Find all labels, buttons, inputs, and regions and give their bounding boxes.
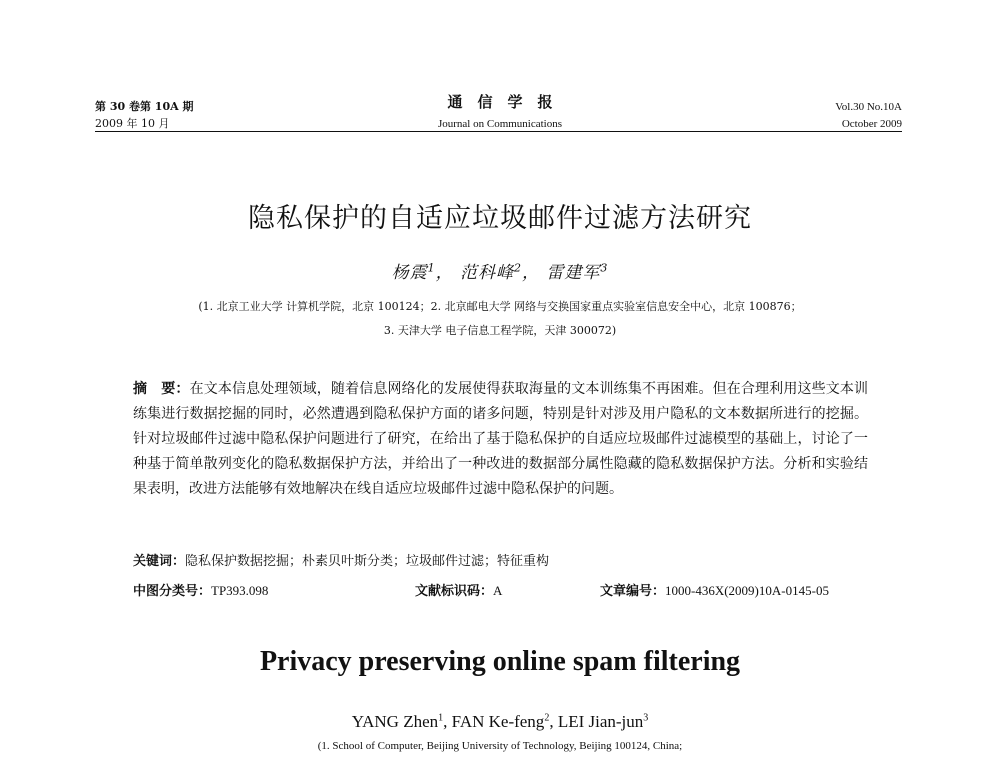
header-rule bbox=[95, 131, 902, 132]
classification-value: TP393.098 bbox=[211, 583, 269, 598]
affiliation-cn-line2: 3. 天津大学 电子信息工程学院，天津 300072) bbox=[383, 324, 617, 337]
author-cn: 杨震$^1$， bbox=[391, 261, 454, 283]
author-en: LEI Jian-jun$^3$ bbox=[557, 712, 649, 731]
abstract bbox=[133, 377, 868, 502]
paper-title-en: Privacy preserving online spam filtering bbox=[259, 646, 741, 677]
keywords-text: 隐私保护数据挖掘；朴素贝叶斯分类；垃圾邮件过滤；特征重构 bbox=[185, 554, 550, 569]
affiliation-en: (1. School of Computer, Beijing University of Technology, Beijing 100124, China; bbox=[317, 740, 683, 752]
header-vol-no: Vol.30 No.10A bbox=[835, 101, 902, 113]
header-volume: 第 30 卷第 10A 期 bbox=[95, 100, 194, 113]
classification-label: 中图分类号： bbox=[133, 584, 212, 599]
authors-cn bbox=[0, 258, 1000, 283]
author-en: FAN Ke-feng$^2$, bbox=[451, 712, 558, 731]
keywords bbox=[133, 550, 549, 569]
header-journal-cn: 通 信 学 报 bbox=[447, 93, 553, 111]
keywords-label: 关键词： bbox=[133, 554, 186, 569]
authors-en bbox=[0, 712, 1000, 732]
author-cn: 雷建军$^3$ bbox=[546, 261, 609, 283]
document-code-label: 文献标识码： bbox=[415, 584, 494, 599]
author-cn: 范科峰$^2$， bbox=[460, 261, 540, 283]
header-journal-en: Journal on Communications bbox=[437, 118, 563, 130]
affiliation-cn-line1: (1. 北京工业大学 计算机学院，北京 100124；2. 北京邮电大学 网络与交换国家重点实验室信息安全中心，北京 100876； bbox=[198, 300, 802, 313]
abstract-label: 摘 要： bbox=[133, 381, 190, 397]
article-number bbox=[600, 580, 829, 599]
header-date: 2009 年 10 月 bbox=[95, 117, 170, 130]
classification bbox=[133, 580, 268, 599]
article-number-value: 1000-436X(2009)10A-0145-05 bbox=[665, 583, 829, 598]
author-en: YANG Zhen$^1$, bbox=[351, 712, 452, 731]
header-month: October 2009 bbox=[841, 118, 902, 130]
paper-title-cn: 隐私保护的自适应垃圾邮件过滤方法研究 bbox=[248, 203, 752, 234]
article-number-label: 文章编号： bbox=[600, 584, 666, 599]
abstract-text: 在文本信息处理领域，随着信息网络化的发展使得获取海量的文本训练集不再困难。但在合理利用这些文本训练集进行数据挖掘的同时，必然遭遇到隐私保护方面的诸多问题，特别是针对涉及用户隐私的文本数据所进行的挖掘。针对垃圾邮件过滤中隐私保护问题进行了研究，在给出了基于隐私保护的自适应垃圾邮件过滤模型的基础上，讨论了一种基于简单散列变化的隐私数据保护方法，并给出了一种改进的数据部分属性隐藏的隐私数据保护方法。分析和实验结果表明，改进方法能够有效地解决在线自适应垃圾邮件过滤中隐私保护的问题。 bbox=[133, 381, 869, 497]
document-code-value: A bbox=[493, 583, 503, 598]
document-code bbox=[415, 580, 502, 599]
